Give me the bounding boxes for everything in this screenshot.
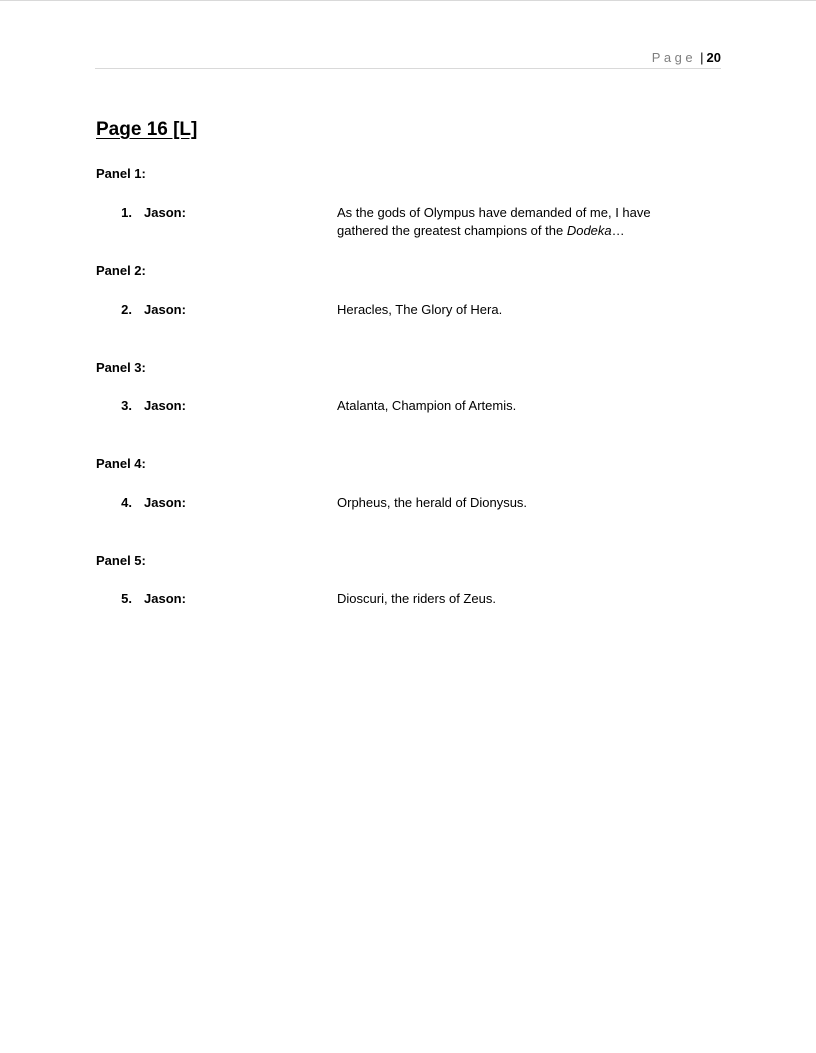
dialogue-text <box>337 204 677 240</box>
speaker-name: Jason: <box>144 302 186 317</box>
line-number: 3. <box>121 398 132 413</box>
speaker-name: Jason: <box>144 495 186 510</box>
dialogue-text: Orpheus, the herald of Dionysus. <box>337 495 528 510</box>
speaker-name: Jason: <box>144 591 186 606</box>
dialogue-text-main: As the gods of Olympus have demanded of me, I have gathered the greatest champions of the <box>337 205 651 238</box>
panel-label: Panel 4: <box>96 456 146 471</box>
line-number: 1. <box>121 205 132 220</box>
line-number: 5. <box>121 591 132 606</box>
page-top-border <box>0 0 816 1</box>
panel-label: Panel 3: <box>96 360 146 375</box>
header-rule <box>95 68 721 69</box>
page-header <box>95 50 721 68</box>
speaker-name: Jason: <box>144 398 186 413</box>
line-number: 2. <box>121 302 132 317</box>
panel-label: Panel 2: <box>96 263 146 278</box>
dialogue-text-tail: … <box>611 223 625 238</box>
panel-label: Panel 5: <box>96 553 146 568</box>
dialogue-text: Dioscuri, the riders of Zeus. <box>337 591 496 606</box>
header-page-number: 20 <box>706 50 721 65</box>
dialogue-text: Atalanta, Champion of Artemis. <box>337 398 517 413</box>
header-separator: | <box>700 50 704 65</box>
page-heading: Page 16 [L] <box>96 119 198 140</box>
dialogue-text-italic: Dodeka <box>566 223 612 238</box>
panel-label: Panel 1: <box>96 166 146 181</box>
line-number: 4. <box>121 495 132 510</box>
dialogue-text: Heracles, The Glory of Hera. <box>337 302 503 317</box>
header-page-word: Page <box>651 50 697 65</box>
speaker-name: Jason: <box>144 205 186 220</box>
